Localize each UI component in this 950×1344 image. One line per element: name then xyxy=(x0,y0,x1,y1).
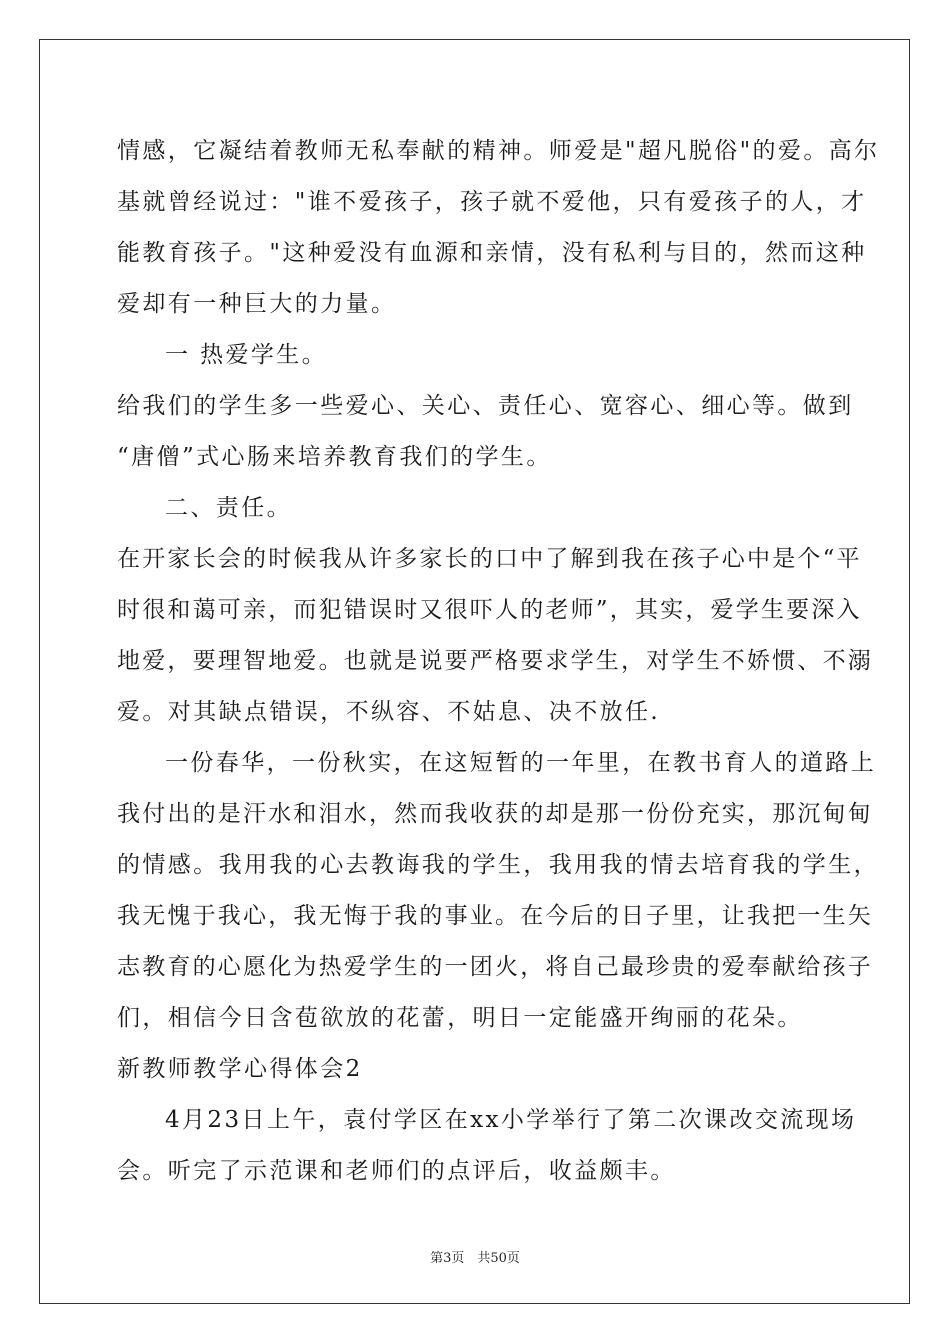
text-line: 基就曾经说过："谁不爱孩子，孩子就不爱他，只有爱孩子的人，才 xyxy=(117,189,867,215)
section-heading: 二、责任。 xyxy=(165,495,292,521)
section-heading: 一 热爱学生。 xyxy=(165,342,328,368)
text-line: 的情感。我用我的心去教诲我的学生，我用我的情去培育我的学生， xyxy=(117,852,879,878)
text-line: 时很和蔼可亲，而犯错误时又很吓人的老师”，其实，爱学生要深入 xyxy=(117,597,862,623)
text-line: 地爱，要理智地爱。也就是说要严格要求学生，对学生不娇惯、不溺 xyxy=(117,648,873,674)
text-line: 给我们的学生多一些爱心、关心、责任心、宽容心、细心等。做到 xyxy=(117,393,854,419)
text-line: 情感，它凝结着教师无私奉献的精神。师爱是"超凡脱俗"的爱。高尔 xyxy=(117,138,880,164)
text-line: 一份春华，一份秋实，在这短暂的一年里，在教书育人的道路上 xyxy=(165,750,877,776)
text-line: 我付出的是汗水和泪水，然而我收获的却是那一份份充实，那沉甸甸 xyxy=(117,801,873,827)
text-line: 爱却有一种巨大的力量。 xyxy=(117,291,397,317)
text-line: 4月23日上午，袁付学区在xx小学举行了第二次课改交流现场 xyxy=(165,1107,857,1133)
text-line: 在开家长会的时候我从许多家长的口中了解到我在孩子心中是个“平 xyxy=(117,546,862,572)
text-line: 会。听完了示范课和老师们的点评后，收益颇丰。 xyxy=(117,1158,676,1184)
text-line: 爱。对其缺点错误，不纵容、不姑息、决不放任. xyxy=(117,699,661,725)
text-line: 我无愧于我心，我无悔于我的事业。在今后的日子里，让我把一生矢 xyxy=(117,903,873,929)
page-number: 第3页 共50页 xyxy=(430,1251,520,1266)
text-line: 志教育的心愿化为热爱学生的一团火，将自己最珍贵的爱奉献给孩子 xyxy=(117,954,873,980)
document-body xyxy=(117,126,880,1197)
text-line: 能教育孩子。"这种爱没有血源和亲情，没有私利与目的，然而这种 xyxy=(117,240,867,266)
article-title: 新教师教学心得体会2 xyxy=(117,1056,363,1082)
text-line: 们，相信今日含苞欲放的花蕾，明日一定能盛开绚丽的花朵。 xyxy=(117,1005,803,1031)
text-line: “唐僧”式心肠来培养教育我们的学生。 xyxy=(117,444,552,470)
